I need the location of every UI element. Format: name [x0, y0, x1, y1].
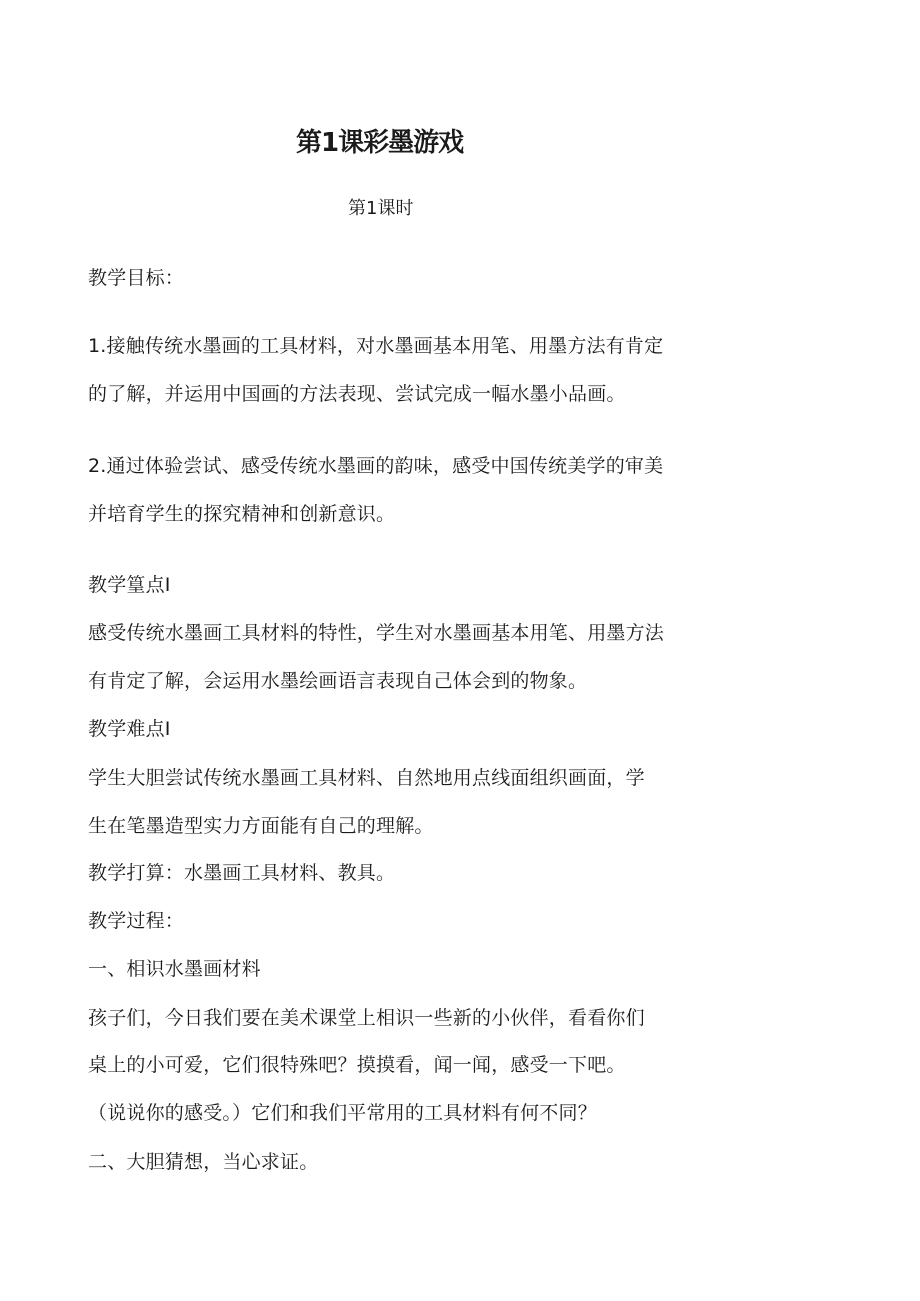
key-points-heading: 教学篁点I	[88, 574, 171, 596]
difficulties-line-1: 学生大胆尝试传统水墨画工具材料、自然地用点线面组织画面，学	[88, 767, 645, 789]
section-2-heading: 二、大胆猜想，当心求证。	[88, 1151, 319, 1173]
section-1-line-1: 孩子们，今日我们要在美术课堂上相识一些新的小伙伴，看看你们	[88, 1007, 645, 1029]
objective-1-line-1: 1.接触传统水墨画的工具材料，对水墨画基本用笔、用墨方法有肯定	[88, 335, 664, 357]
section-1-line-2: 桌上的小可爱，它们很特殊吧？摸摸看，闻一闻，感受一下吧。	[88, 1054, 626, 1076]
objectives-heading: 教学目标：	[88, 267, 185, 289]
lesson-title: 第1课彩墨游戏	[296, 128, 464, 158]
section-1-line-3: （说说你的感受。）它们和我们平常用的工具材料有何不同？	[88, 1102, 597, 1124]
objective-1-line-2: 的了解，并运用中国画的方法表现、尝试完成一幅水墨小品画。	[88, 383, 626, 405]
difficulties-line-2: 生在笔墨造型实力方面能有自己的理解。	[88, 815, 434, 837]
section-1-heading: 一、相识水墨画材料	[88, 958, 261, 980]
process-heading: 教学过程：	[88, 910, 185, 932]
objective-2-line-1: 2.通过体验尝试、感受传统水墨画的韵味，感受中国传统美学的审美	[88, 455, 664, 477]
key-points-line-1: 感受传统水墨画工具材料的特性，学生对水墨画基本用笔、用墨方法	[88, 622, 665, 644]
objective-2-line-2: 并培育学生的探究精神和创新意识。	[88, 503, 396, 525]
difficulties-heading: 教学难点I	[88, 718, 171, 740]
teaching-preparation: 教学打算：水墨画工具材料、教具。	[88, 862, 396, 884]
lesson-period: 第1课时	[348, 198, 414, 219]
key-points-line-2: 有肯定了解，会运用水墨绘画语言表现自己体会到的物象。	[88, 670, 588, 692]
